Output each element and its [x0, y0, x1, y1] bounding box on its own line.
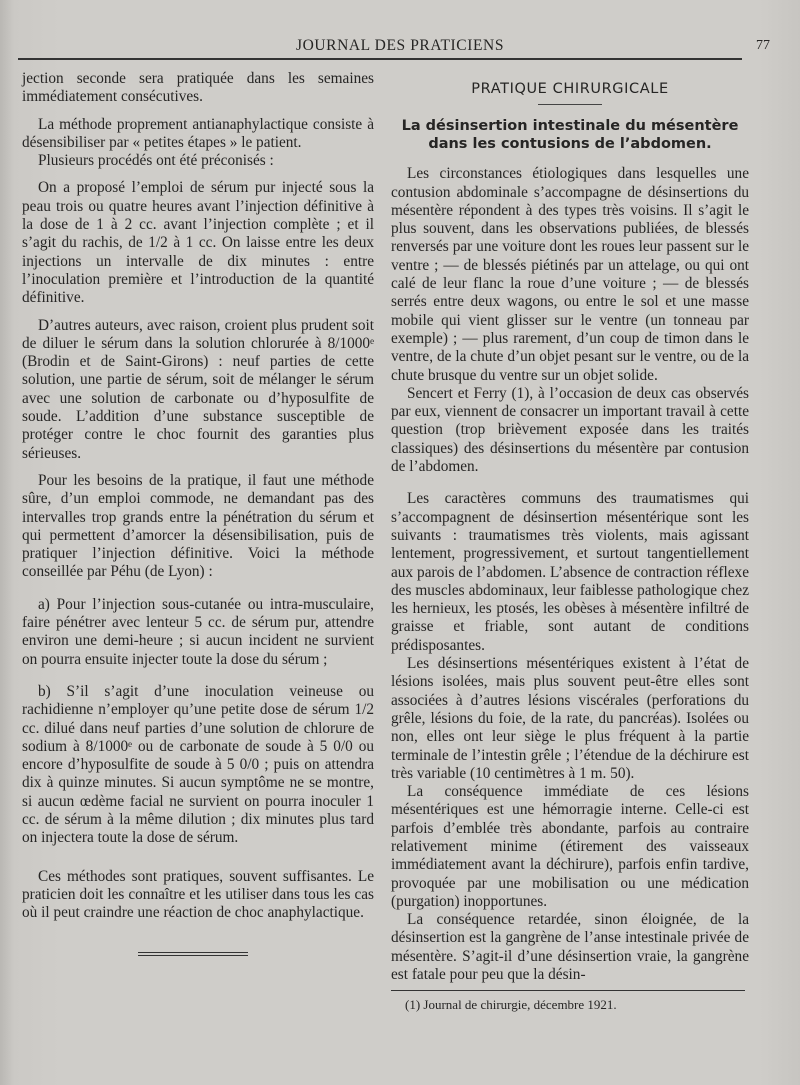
- footnote-rule: [391, 990, 745, 991]
- end-rule: [138, 955, 248, 956]
- right-column: [391, 70, 749, 984]
- heading-rule: [538, 104, 602, 105]
- paragraph: a) Pour l’injection sous-cutanée ou intra-musculaire, faire pénétrer avec lenteur 5 cc. de sérum pur, attendre environ une demi-heure ; si aucun incident ne survient on pourra ensuite injecter toute la dose du sérum ;: [22, 595, 374, 668]
- paragraph: b) S’il s’agit d’une inoculation veineuse ou rachidienne n’employer qu’une petite dose de sérum 1/2 cc. dilué dans neuf parties d’une solution de chlorure de sodium à 8/1000ᵉ ou de carbonate de soude à 5 0/0 ou encore d’hyposulfite de soude à 5 0/0 ; puis on attendra dix à quinze minutes. Si aucun symptôme ne se montre, si aucun œdème facial ne survient on pourra inoculer 1 cc. de sérum à la même dilution ; dix minutes plus tard on injectera toute la dose de sérum.: [22, 682, 374, 847]
- page-header: [20, 37, 780, 59]
- section-heading: PRATIQUE CHIRURGICALE: [471, 81, 669, 97]
- paragraph: Pour les besoins de la pratique, il faut une méthode sûre, d’un emploi commode, ne demandant pas des intervalles trop grands entre la pénétration du sérum et qui permettent d’amorcer la désensibilisation, puis de pratiquer l’injection définitive. Voici la méthode conseillée par Péhu (de Lyon) :: [22, 471, 374, 581]
- page-number: 77: [756, 38, 770, 53]
- paragraph: Ces méthodes sont pratiques, souvent suffisantes. Le praticien doit les connaître et les utiliser dans tous les cas où il peut craindre une réaction de choc anaphylactique.: [22, 867, 374, 922]
- paragraph: D’autres auteurs, avec raison, croient plus prudent soit de diluer le sérum dans la solution chlorurée à 8/1000ᵉ (Brodin et de Saint-Girons) : neuf parties de cette solution, une partie de sérum, soit de mélanger le sérum avec une solution de carbonate ou d’hyposulfite de soude. L’addition d’une substance susceptible de protéger contre le choc fournit des garanties plus sérieuses.: [22, 316, 374, 462]
- paragraph: La conséquence immédiate de ces lésions mésentériques est une hémorragie interne. Celle-ci est parfois d’emblée très abondante, parfois au contraire relativement minime (étirement des vaisseaux immédiatement avant la déchirure), parfois enfin tardive, provoquée par une mobilisation ou une médication (purgation) inopportunes.: [391, 783, 749, 910]
- paragraph: Plusieurs procédés ont été préconisés :: [38, 152, 274, 170]
- paragraph: Les circonstances étiologiques dans lesquelles une contusion abdominale s’accompagne de désinsertions du mésentère répondent à des types très voisins. Il s’agit le plus souvent, dans les observations publiées, de blessés renversés par une voiture dont les roues leur passent sur le ventre ; — de blessés piétinés par un attelage, ou qui ont calé de leur flanc la roue d’une voiture ; — de blessés serrés entre deux wagons, ou entre le sol et une masse mobile qui vient glisser sur le ventre (un tonneau par exemple) ; — plus rarement, d’un coup de timon dans le ventre, de la chute d’un objet pesant sur le ventre, ou de la chute brusque du ventre sur un objet solide.: [391, 165, 749, 384]
- paragraph: On a proposé l’emploi de sérum pur injecté sous la peau trois ou quatre heures avant l’injection définitive à la dose de 1 à 2 cc. avant l’injection complète ; et il s’agit du rachis, de 1/2 à 1 cc. On laisse entre les deux injections un intervalle de dix minutes : entre l’inoculation première et l’introduction de la quantité définitive.: [22, 179, 374, 307]
- paragraph: jection seconde sera pratiquée dans les semaines immédiatement consécutives.: [22, 70, 374, 106]
- left-column: [22, 70, 374, 956]
- footnote: (1) Journal de chirurgie, décembre 1921.: [405, 997, 617, 1012]
- paragraph: La conséquence retardée, sinon éloignée, de la désinsertion est la gangrène de l’anse intestinale privée de mésentère. S’agit-il d’une désinsertion vraie, la gangrène est fatale pour peu que la désin-: [391, 911, 749, 984]
- paragraph: Les désinsertions mésentériques existent à l’état de lésions isolées, mais plus souvent peut-être elles sont associées à d’autres lésions viscérales (perforations du grêle, lésions du foie, de la rate, du pancréas). Isolées ou non, elles ont leur siège le plus fréquent à la partie terminale de l’intestin grêle ; l’étendue de la déchirure est très variable (10 centimètres à 1 m. 50).: [391, 655, 749, 782]
- paragraph: Sencert et Ferry (1), à l’occasion de deux cas observés par eux, viennent de consacrer un important travail à cette question (trop brièvement exposée dans les traités classiques) des désinsertions du mésentère par contusion de l’abdomen.: [391, 384, 749, 476]
- header-rule: [18, 58, 742, 60]
- article-title: La désinsertion intestinale du mésentère dans les contusions de l’abdomen.: [401, 118, 739, 153]
- paragraph: La méthode proprement antianaphylactique consiste à désensibiliser par « petites étapes » le patient.: [22, 115, 374, 151]
- end-rule: [138, 952, 248, 953]
- journal-title: JOURNAL DES PRATICIENS: [295, 37, 505, 54]
- paragraph: Les caractères communs des traumatismes qui s’accompagnent de désinsertion mésentérique sont les suivants : traumatismes très violents, mais agissant lentement, progressivement, et surtout tangentiellement aux parois de l’abdomen. L’absence de contraction réflexe des muscles abdominaux, leur faiblesse pathologique chez les hernieux, les ptosés, les obèses à mésentère infiltré de graisse et friable, sont autant de conditions prédisposantes.: [391, 490, 749, 654]
